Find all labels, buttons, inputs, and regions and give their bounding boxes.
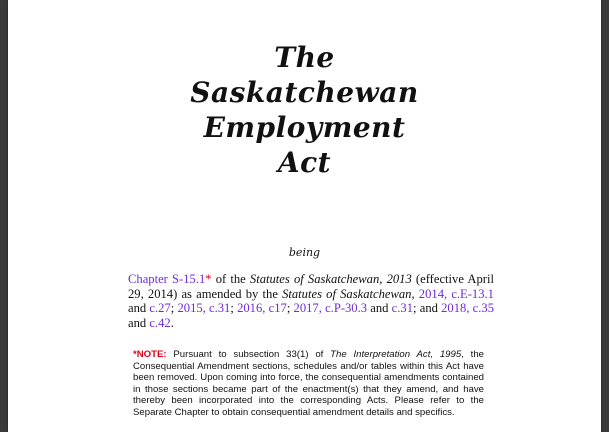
title-line: Saskatchewan (190, 76, 419, 109)
consequential-note (133, 349, 484, 419)
citation-text: ; (286, 301, 294, 316)
title-line: The (274, 41, 335, 74)
citation-text: ; (170, 301, 178, 316)
note-text: Pursuant to subsection 33(1) of (166, 349, 331, 360)
citation-text: and (367, 301, 392, 316)
amendment-link-ce131[interactable]: c.E-13.1 (451, 286, 494, 301)
document-page (8, 0, 601, 432)
amendment-link-c31[interactable]: c.31 (391, 301, 414, 316)
note-text: , the Consequential Amendment sections, schedules and/or tables within this Act have been removed. Upon coming into force, the consequential amendments contained in those sections became part of the enactment(s) that they amend, and have thereby been incorporated into the corresponding Acts. Please refer to the Separate Chapter to obtain consequential amendment details and specifics. (133, 349, 485, 418)
asterisk-link[interactable]: * (205, 272, 212, 286)
chapter-link[interactable]: Chapter S-15.1 (128, 272, 206, 286)
citation-text: ; and (413, 301, 442, 316)
statutes-title: Statutes of Saskatchewan, 2013 (249, 272, 412, 286)
citation-text: of the (211, 272, 250, 286)
citation-text: ; (230, 301, 238, 316)
amendment-link-2017[interactable]: 2017, c.P-30.3 (293, 301, 368, 316)
amendment-link-2016[interactable]: 2016, c17 (237, 301, 287, 316)
citation-text: (effective April 29, 2014) as amended by the (128, 272, 494, 301)
citation-text: . (170, 315, 174, 330)
title-line: Employment (203, 111, 406, 144)
document-title (8, 40, 601, 180)
citation-text: and (128, 301, 150, 316)
citation-paragraph (128, 272, 494, 330)
amendment-link-2014[interactable]: 2014, (418, 286, 448, 301)
note-label: *NOTE: (133, 349, 167, 360)
statutes-title: Statutes of Saskatchewan, (282, 286, 415, 301)
amendment-link-2015[interactable]: 2015, c.31 (177, 301, 231, 316)
amendment-link-c27[interactable]: c.27 (149, 301, 171, 316)
citation-text: and (128, 315, 150, 330)
being-label: being (288, 246, 321, 259)
title-line: Act (277, 146, 332, 179)
amendment-link-2018[interactable]: 2018, c.35 (441, 301, 495, 316)
act-name: The Interpretation Act, 1995 (330, 349, 462, 360)
amendment-link-c42[interactable]: c.42 (149, 315, 171, 330)
